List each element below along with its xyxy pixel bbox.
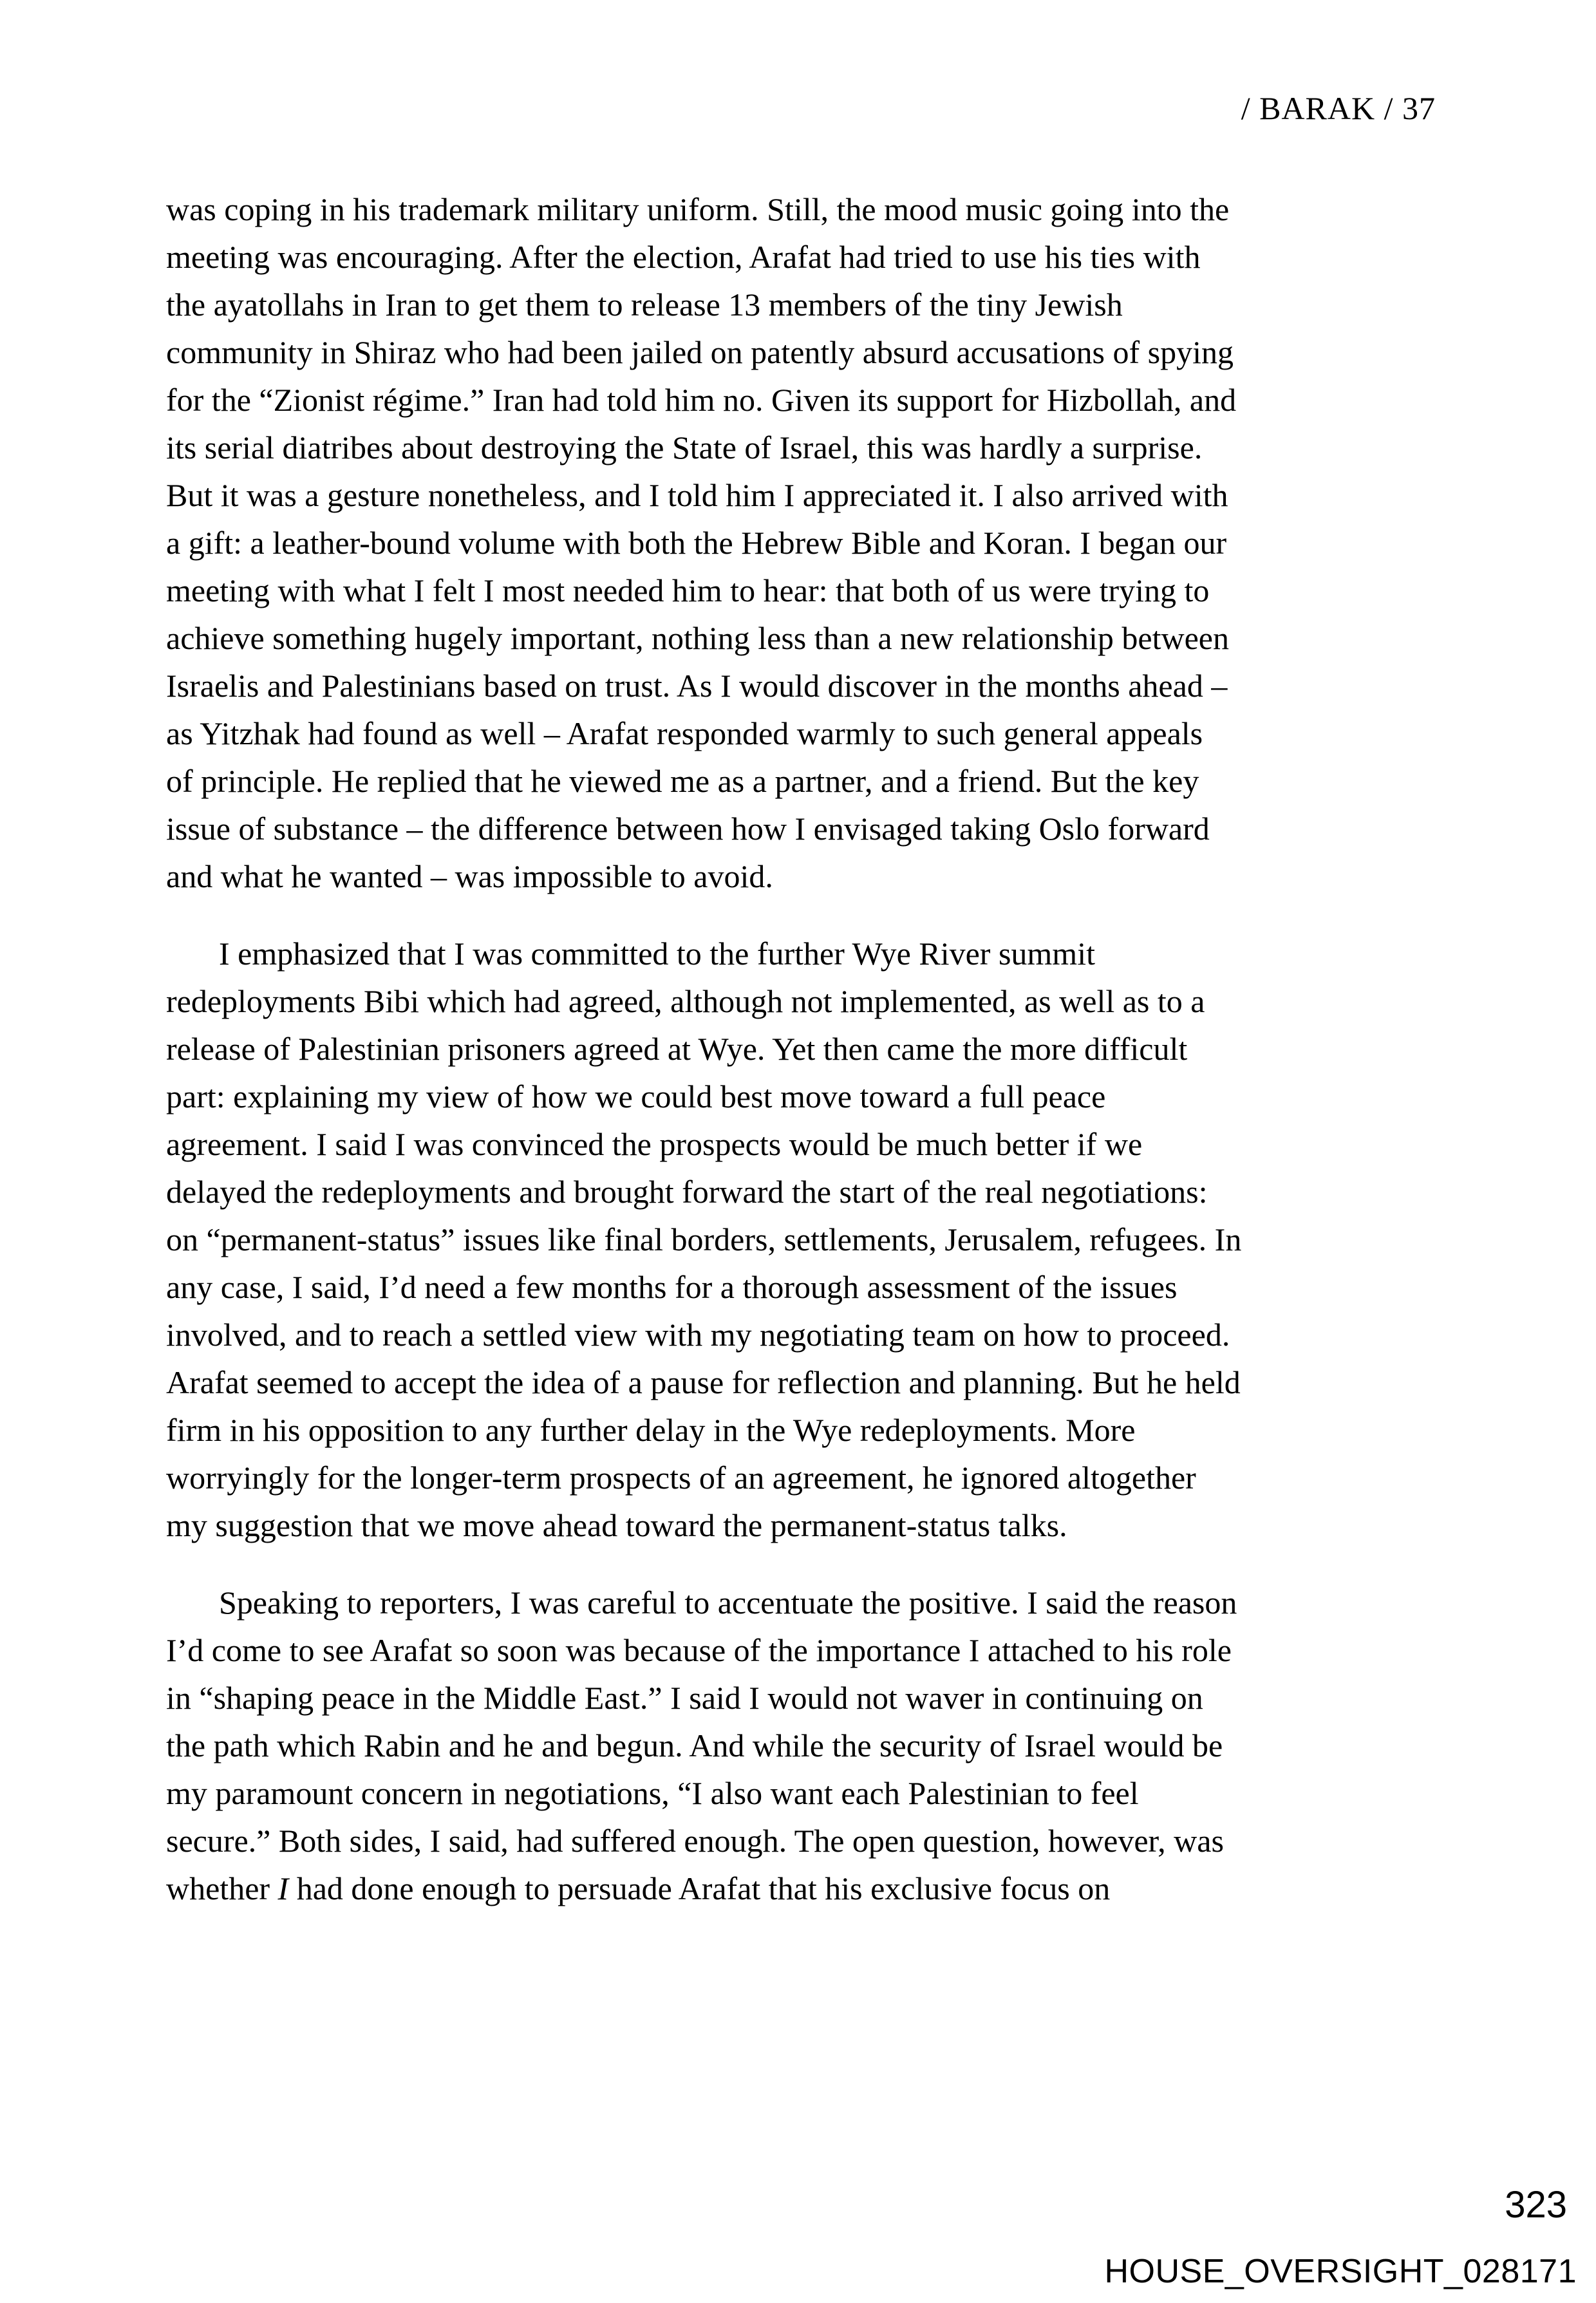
text-line: was coping in his trademark military uniform. Still, the mood music going into the — [166, 191, 1230, 227]
text-line: I emphasized that I was committed to the further Wye River summit — [219, 935, 1095, 972]
text-line: its serial diatribes about destroying the State of Israel, this was hardly a surprise. — [166, 429, 1203, 465]
page-number: 323 — [1505, 2184, 1567, 2226]
running-head: / BARAK / 37 — [1241, 90, 1436, 126]
text-line: issue of substance – the difference between how I envisaged taking Oslo forward — [166, 811, 1210, 847]
text-line: as Yitzhak had found as well – Arafat responded warmly to such general appeals — [166, 715, 1203, 751]
text-segment: had done enough to persuade Arafat that his exclusive focus on — [288, 1870, 1111, 1906]
text-line — [166, 1865, 1460, 1912]
text-line: any case, I said, I’d need a few months for a thorough assessment of the issues — [166, 1269, 1178, 1305]
text-line: on “permanent-status” issues like final borders, settlements, Jerusalem, refugees. In — [166, 1221, 1242, 1257]
text-line: achieve something hugely important, nothing less than a new relationship between — [166, 620, 1229, 656]
text-line: part: explaining my view of how we could best move toward a full peace — [166, 1078, 1106, 1114]
text-line: the ayatollahs in Iran to get them to release 13 members of the tiny Jewish — [166, 287, 1123, 323]
text-line: my suggestion that we move ahead toward the permanent-status talks. — [166, 1507, 1067, 1543]
text-line: involved, and to reach a settled view with my negotiating team on how to proceed. — [166, 1317, 1230, 1353]
paragraph — [166, 930, 1460, 1549]
paragraph — [166, 185, 1460, 900]
paragraph — [166, 1579, 1460, 1912]
text-line: a gift: a leather-bound volume with both the Hebrew Bible and Koran. I began our — [166, 525, 1227, 561]
text-line: I’d come to see Arafat so soon was because of the importance I attached to his role — [166, 1632, 1232, 1668]
text-line: Israelis and Palestinians based on trust. As I would discover in the months ahead – — [166, 668, 1228, 704]
text-line: meeting with what I felt I most needed him to hear: that both of us were trying to — [166, 572, 1210, 608]
text-line: redeployments Bibi which had agreed, although not implemented, as well as to a — [166, 983, 1205, 1019]
text-line: my paramount concern in negotiations, “I also want each Palestinian to feel — [166, 1775, 1139, 1811]
text-line: secure.” Both sides, I said, had suffered enough. The open question, however, was — [166, 1823, 1224, 1859]
text-line: meeting was encouraging. After the election, Arafat had tried to use his ties with — [166, 239, 1201, 275]
text-segment: whether — [166, 1870, 278, 1906]
text-line: for the “Zionist régime.” Iran had told him no. Given its support for Hizbollah, and — [166, 382, 1237, 418]
bates-stamp: HOUSE_OVERSIGHT_028171 — [1104, 2253, 1577, 2290]
text-line: Speaking to reporters, I was careful to accentuate the positive. I said the reason — [219, 1584, 1237, 1621]
text-line: of principle. He replied that he viewed me as a partner, and a friend. But the key — [166, 763, 1199, 799]
text-line: firm in his opposition to any further delay in the Wye redeployments. More — [166, 1412, 1136, 1448]
text-line: delayed the redeployments and brought forward the start of the real negotiations: — [166, 1174, 1208, 1210]
text-line: worryingly for the longer-term prospects of an agreement, he ignored altogether — [166, 1460, 1196, 1496]
text-line: in “shaping peace in the Middle East.” I said I would not waver in continuing on — [166, 1680, 1203, 1716]
text-line: agreement. I said I was convinced the prospects would be much better if we — [166, 1126, 1143, 1162]
page-body — [166, 185, 1460, 1912]
text-line: community in Shiraz who had been jailed on patently absurd accusations of spying — [166, 334, 1234, 370]
text-line: the path which Rabin and he and begun. And while the security of Israel would be — [166, 1727, 1223, 1763]
italic-text: I — [277, 1870, 289, 1906]
text-line: Arafat seemed to accept the idea of a pause for reflection and planning. But he held — [166, 1364, 1241, 1400]
text-line: and what he wanted – was impossible to avoid. — [166, 858, 773, 894]
text-line: But it was a gesture nonetheless, and I told him I appreciated it. I also arrived with — [166, 477, 1228, 513]
text-line: release of Palestinian prisoners agreed at Wye. Yet then came the more difficult — [166, 1031, 1188, 1067]
